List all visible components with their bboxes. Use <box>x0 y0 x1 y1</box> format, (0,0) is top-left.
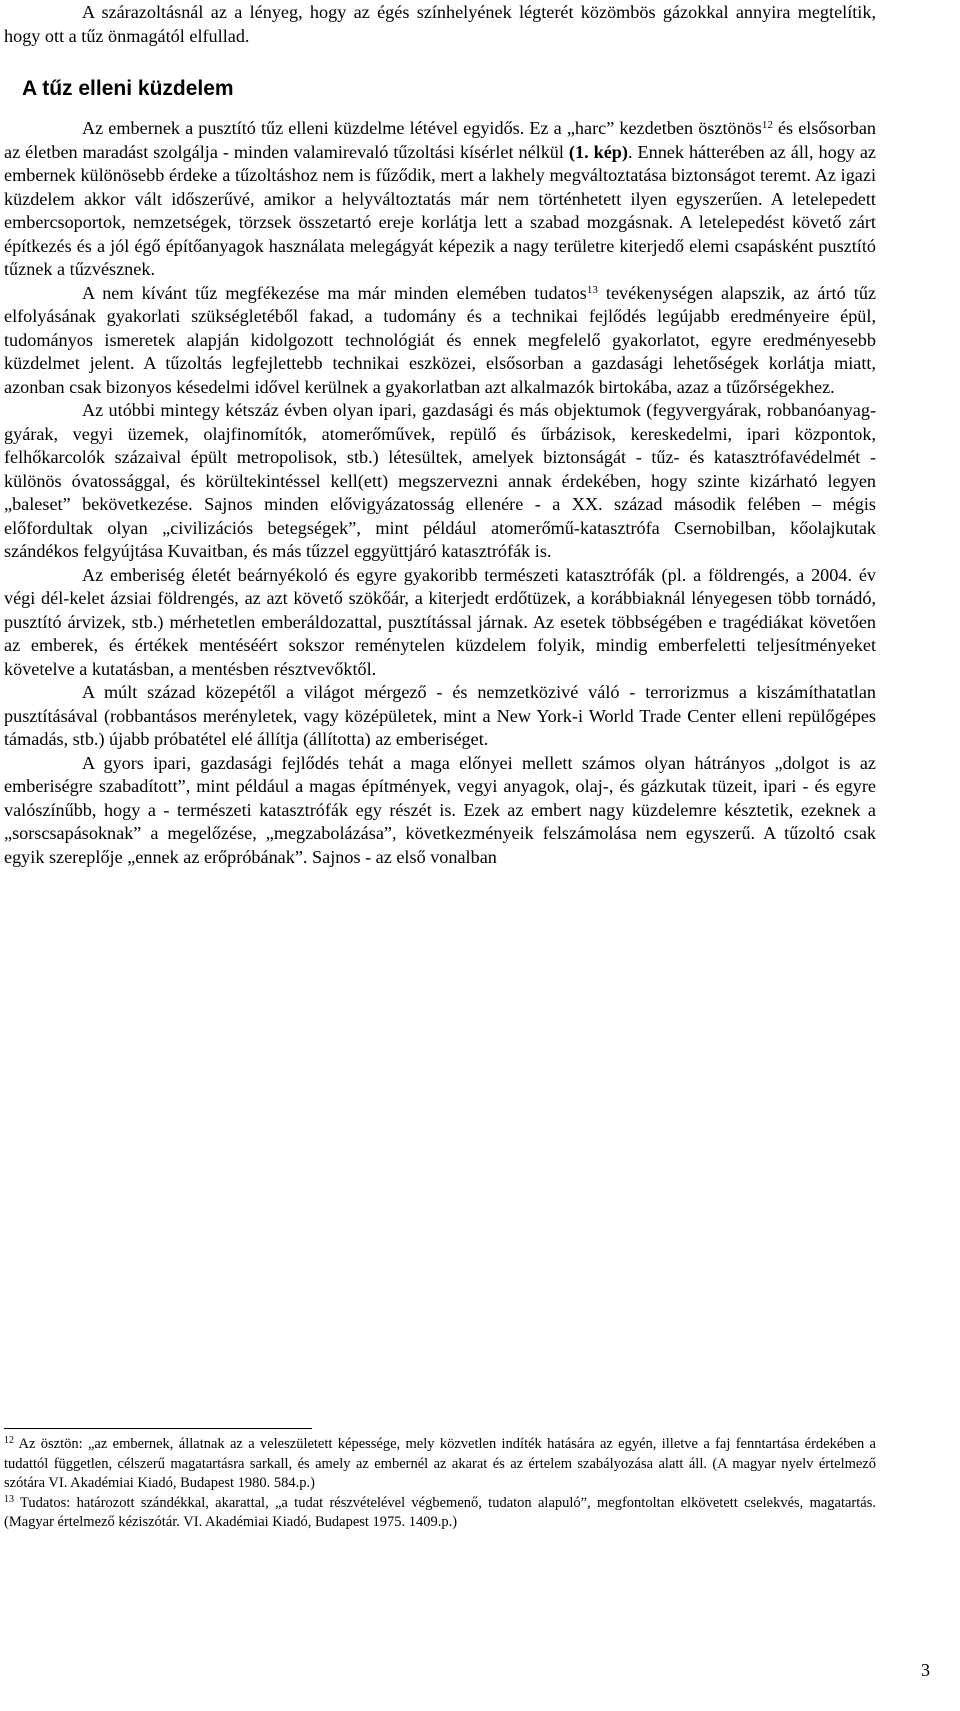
footnote-text: Az ösztön: „az embernek, állatnak az a veleszületett képessége, mely közvetlen indíték hatására az egyén, illetve a faj fenntartása érdekében a tudattól független, célszerű magatartásra sarkall, és amely az embernél az akarat és az értelem szabályozása alatt áll. (A magyar nyelv értelmező szótára VI. Akadémiai Kiadó, Budapest 1980. 584.p.) <box>4 1436 876 1491</box>
paragraph-3: Az utóbbi mintegy kétszáz évben olyan ipari, gazdasági és más objektumok (fegyvergyárak, robbanóanyag-gyárak, vegyi üzemek, olajfinomítók, atomerőművek, repülő és űrbázisok, kereskedelmi, ipari központok, felhőkarcolók százaival épült metropolisok, stb.) létesültek, amelyek biztonságát - tűz- és katasztrófavédelmét - különös óvatossággal, és körültekintéssel kell(ett) megszervezni annak érdekében, hogy szinte kizárható legyen „baleset” bekövetkezése. Sajnos minden elővigyázatosság ellenére - a XX. század második felében – mégis előfordultak olyan „civilizációs betegségek”, mint például atomerőmű-katasztrófa Csernobilban, kőolajkutak szándékos felgyújtása Kuvaitban, és más tűzzel eggyüttjáró katasztrófák is. <box>4 400 876 561</box>
footnote-divider <box>4 1428 312 1429</box>
page-number: 3 <box>921 1660 930 1680</box>
paragraph-2-text-a: A nem kívánt tűz megfékezése ma már minden elemében tudatos <box>82 282 587 303</box>
footnote-13 <box>4 1494 876 1533</box>
paragraph-1-text-b: és elsősorban az életben maradást szolgálja - minden valamirevaló tűzoltási kísérlet nélkül <box>4 118 876 162</box>
footnote-12 <box>4 1435 876 1494</box>
figure-ref: (1. kép) <box>568 141 628 162</box>
paragraph-1 <box>4 117 876 282</box>
paragraph-1-text-a: Az embernek a pusztító tűz elleni küzdelme létével egyidős. Ez a „harc” kezdetben ösztönös <box>82 118 762 138</box>
footnote-text: Tudatos: határozott szándékkal, akarattal, „a tudat részvételével végbemenő, tudaton alapuló”, megfontoltan elkövetett cselekvés, magatartás. (Magyar értelmező kéziszótár. VI. Akadémiai Kiadó, Budapest 1975. 1409.p.) <box>4 1494 876 1530</box>
paragraph-5: A múlt század közepétől a világot mérgező - és nemzetközivé váló - terrorizmus a kiszámíthatatlan pusztításával (robbantásos merényletek, vagy középületek, mint a New York-i World Trade Center elleni repülőgépes támadás, stb.) újabb próbatétel elé állítja (állította) az emberiséget. <box>4 682 876 749</box>
paragraph-2 <box>4 282 876 400</box>
document-page <box>4 0 876 869</box>
paragraph-intro: A szárazoltásnál az a lényeg, hogy az égés színhelyének légterét közömbös gázokkal annyira megtelítik, hogy ott a tűz önmagától elfullad. <box>4 2 876 46</box>
paragraph-2-text-b: tevékenységen alapszik, az ártó tűz elfolyásának gyakorlati szükségletéből fakad, a tudomány és a technikai fejlődés legújabb eredményeire épül, tudományos ismeretek alapján kidolgozott technológiát és ennek megfelelő gyakorlatot, egyre eredményesebb küzdelmet jelent. A tűzoltás legfejlettebb technikai eszközei, elsősorban a gazdasági lehetőségek korlátja miatt, azonban csak bizonyos késedelmi idővel kerülnek a gyakorlatban azt alkalmazók birtokába, azaz a tűzőrségekhez. <box>4 282 876 397</box>
paragraph-1-text-c: . Ennek hátterében az áll, hogy az embernek különösebb érdeke a tűzoltáshoz nem is fűződik, mert a lakhely megváltoztatása biztonságot teremt. Az igazi küzdelem akkor vált időszerűvé, amikor a helyváltoztatás már nem történhetett ilyen egyszerűen. A letelepedett embercsoportok, nemzetségek, törzsek összetartó ereje korlátja lett a szabad mozgásnak. A letelepedést követő zárt építkezés és a jól égő építőanyagok használata melegágyát képezik a nagy területre kiterjedő elemi csapásként pusztító tűznek a tűzvésznek. <box>4 141 876 279</box>
footnote-ref-13[interactable]: 13 <box>586 283 598 296</box>
footnote-ref-12[interactable]: 12 <box>761 119 773 131</box>
paragraph-4: Az emberiség életét beárnyékoló és egyre gyakoribb természeti katasztrófák (pl. a földrengés, a 2004. év végi dél-kelet ázsiai földrengés, az azt követő szökőár, a kiterjedt erdőtüzek, a korábbiaknál lényegesen több tornádó, pusztító árvizek, stb.) mérhetetlen emberáldozattal, pusztítással járnak. Az esetek többségében e tragédiákat követően az emberek, és értékek mentéséért sokszor reménytelen küzdelem folyik, mindig emberfeletti teljesítményeket követelve a kutatásban, a mentésben résztvevőktől. <box>4 564 876 679</box>
footnote-number: 12 <box>4 1435 14 1446</box>
paragraph-6: A gyors ipari, gazdasági fejlődés tehát a maga előnyei mellett számos olyan hátrányos „dolgot is az emberiségre szabadított”, mint például a magas építmények, vegyi anyagok, olaj-, és gázkutak tüzeit, ipari - és egyre valószínűbb, hogy a - természeti katasztrófák egy részét is. Ezek az embert nagy küzdelemre késztetik, ezeknek a „sorscsapásoknak” a megelőzése, „megzabolázása”, következményeik felszámolása nem egyszerű. A tűzoltó csak egyik szereplője „ennek az erőpróbának”. Sajnos - az első vonalban <box>4 752 876 867</box>
footnote-number: 13 <box>4 1493 14 1505</box>
section-heading: A tűz elleni küzdelem <box>22 77 234 100</box>
footnotes <box>4 1435 876 1533</box>
